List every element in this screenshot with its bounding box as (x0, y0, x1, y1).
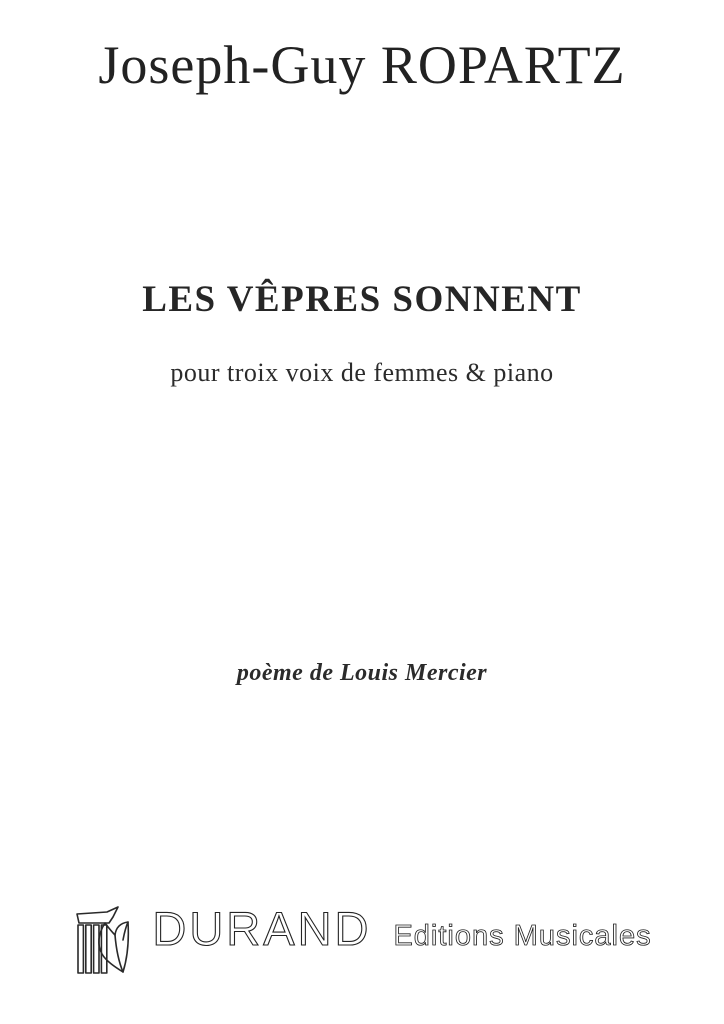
column-lyre-icon (72, 905, 132, 983)
work-title: LES VÊPRES SONNENT (142, 279, 582, 320)
publisher-footer (0, 902, 724, 979)
poem-credit: poème de Louis Mercier (236, 660, 488, 686)
work-subtitle: pour troix voix de femmes & piano (170, 358, 554, 387)
publisher-tagline: Editions Musicales (393, 920, 652, 952)
publisher-name: DURAND (152, 902, 372, 955)
composer-name: Joseph-Guy ROPARTZ (98, 35, 626, 95)
